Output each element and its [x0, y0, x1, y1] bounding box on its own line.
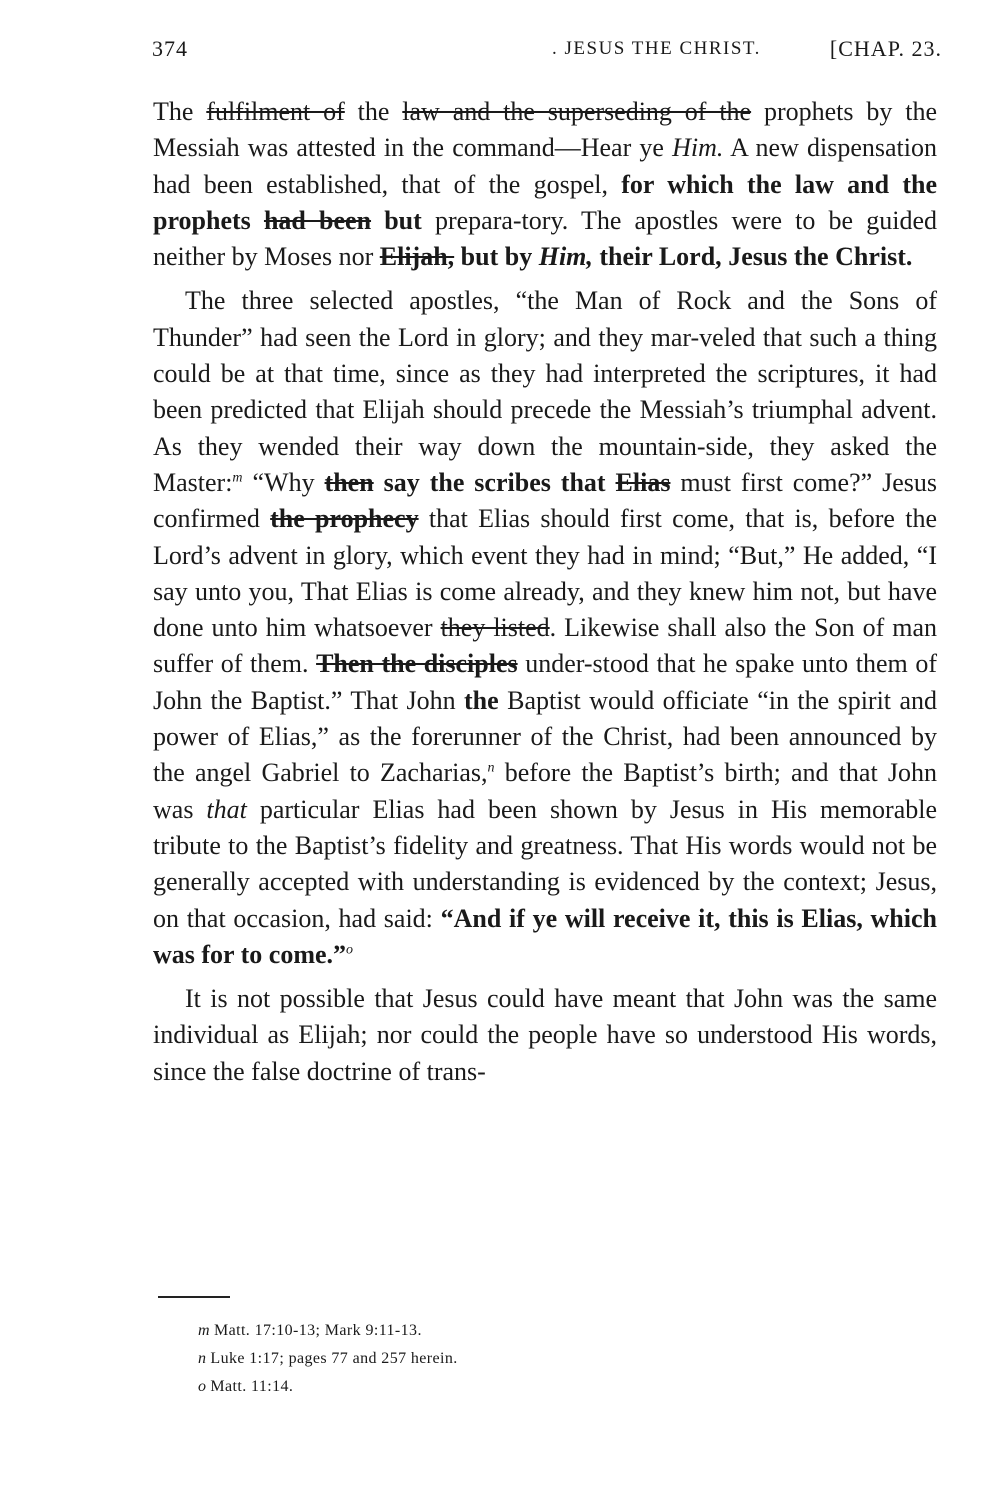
text-run — [251, 206, 264, 235]
chapter-label: [CHAP. 23. — [829, 36, 942, 61]
footnote-divider — [158, 1296, 230, 1298]
emphasis-that: that — [206, 794, 247, 824]
footnote-ref-n[interactable]: n — [487, 760, 495, 776]
struck-text: Elias — [615, 467, 671, 497]
text-run: . Likewise shall also the Son of man suffer of them. — [153, 613, 938, 679]
struck-text: had been — [263, 205, 372, 235]
footnote-o — [198, 1373, 898, 1401]
bold-text: but — [384, 205, 422, 235]
bold-text: for which the law and the prophets — [153, 169, 937, 235]
text-run: It is not possible that Jesus could have meant that John was the same individual as Elijah; nor could the people have so understood His words, since the false doctrine of trans- — [153, 984, 937, 1086]
text-run: that Elias should first come, that is, before the Lord’s advent in glory, which event they had in mind; “But,” He added, “I say unto you, That Elias is come already, and they knew him not, but have done unto him whatsoever — [153, 504, 938, 643]
bold-text: “And if ye will receive it, this is Elias, which was for to come.” — [153, 903, 937, 969]
paragraph-1 — [153, 94, 937, 275]
text-run: prophets by the Messiah was attested in the command—Hear ye — [153, 97, 937, 163]
bold-text: their Lord, — [599, 242, 722, 272]
emphasis-him: Him. — [672, 133, 724, 163]
struck-text: Then the disciples — [316, 649, 518, 679]
running-title: . JESUS THE CHRIST. — [552, 38, 761, 59]
page-number: 374 — [152, 36, 188, 61]
bold-text: the — [464, 685, 499, 715]
footnote-mark: n — [198, 1350, 207, 1367]
struck-text: law and the superseding of the — [402, 97, 752, 126]
bold-text: Jesus the Christ. — [721, 242, 913, 272]
footnote-text: Matt. 17:10-13; Mark 9:11-13. — [213, 1322, 422, 1339]
struck-text: they listed — [440, 613, 550, 643]
footnote-ref-m[interactable]: m — [232, 470, 243, 486]
text-run: the — [344, 97, 403, 126]
struck-text: the prophecy — [270, 504, 419, 534]
footnote-mark: m — [198, 1322, 210, 1339]
text-run: particular Elias had been shown by Jesus in His memorable tribute to the Baptist’s fidelity and greatness. That His words would not be generally accepted with understanding is evidenced by the context; Jesus, on that occasion, had said: — [153, 794, 937, 933]
struck-text: then — [324, 467, 374, 497]
footnote-ref-o[interactable]: o — [346, 942, 354, 958]
text-run: prepara-tory. The apostles were to be guided neither by Moses nor — [153, 205, 938, 272]
paragraph-3 — [153, 981, 937, 1090]
text-run: The — [153, 97, 207, 126]
text-run: under-stood that he spake unto them of John the Baptist.” That John — [153, 649, 937, 715]
footnote-text: Luke 1:17; pages 77 and 257 herein. — [210, 1350, 458, 1367]
paragraph-2 — [153, 283, 937, 973]
text-run: A new dispensation had been established, that of the gospel, — [153, 133, 937, 199]
footnote-n — [198, 1345, 898, 1373]
bold-text: say the scribes that — [373, 467, 616, 497]
running-header — [152, 36, 942, 72]
emphasis-him: Him, — [538, 242, 593, 272]
text-run: “Why — [242, 467, 325, 497]
text-run: The three selected apostles, “the Man of Rock and the Sons of Thunder” had seen the Lord in glory; and they mar-veled that such a thing could be at that time, since as they had interpreted the scriptures, it had been predicted that Elijah should precede the Messiah’s triumphal advent. As they wended their way down the mountain-side, they asked the Master: — [153, 286, 937, 497]
text-run: must first come?” Jesus confirmed — [153, 467, 937, 534]
bold-text: but by — [460, 242, 533, 272]
struck-text: Elijah, — [379, 242, 455, 272]
text-run — [371, 206, 384, 235]
footnote-m — [198, 1317, 898, 1345]
struck-text: fulfilment of — [206, 97, 345, 126]
footnotes — [198, 1317, 898, 1401]
footnote-mark: o — [198, 1378, 207, 1395]
text-run: before the Baptist’s birth; and that John was — [153, 758, 937, 824]
body-text — [153, 94, 937, 1098]
text-run: Baptist would officiate “in the spirit and power of Elias,” as the forerunner of the Christ, had been announced by the angel Gabriel to Zacharias, — [153, 685, 937, 788]
footnote-text: Matt. 11:14. — [210, 1378, 294, 1395]
